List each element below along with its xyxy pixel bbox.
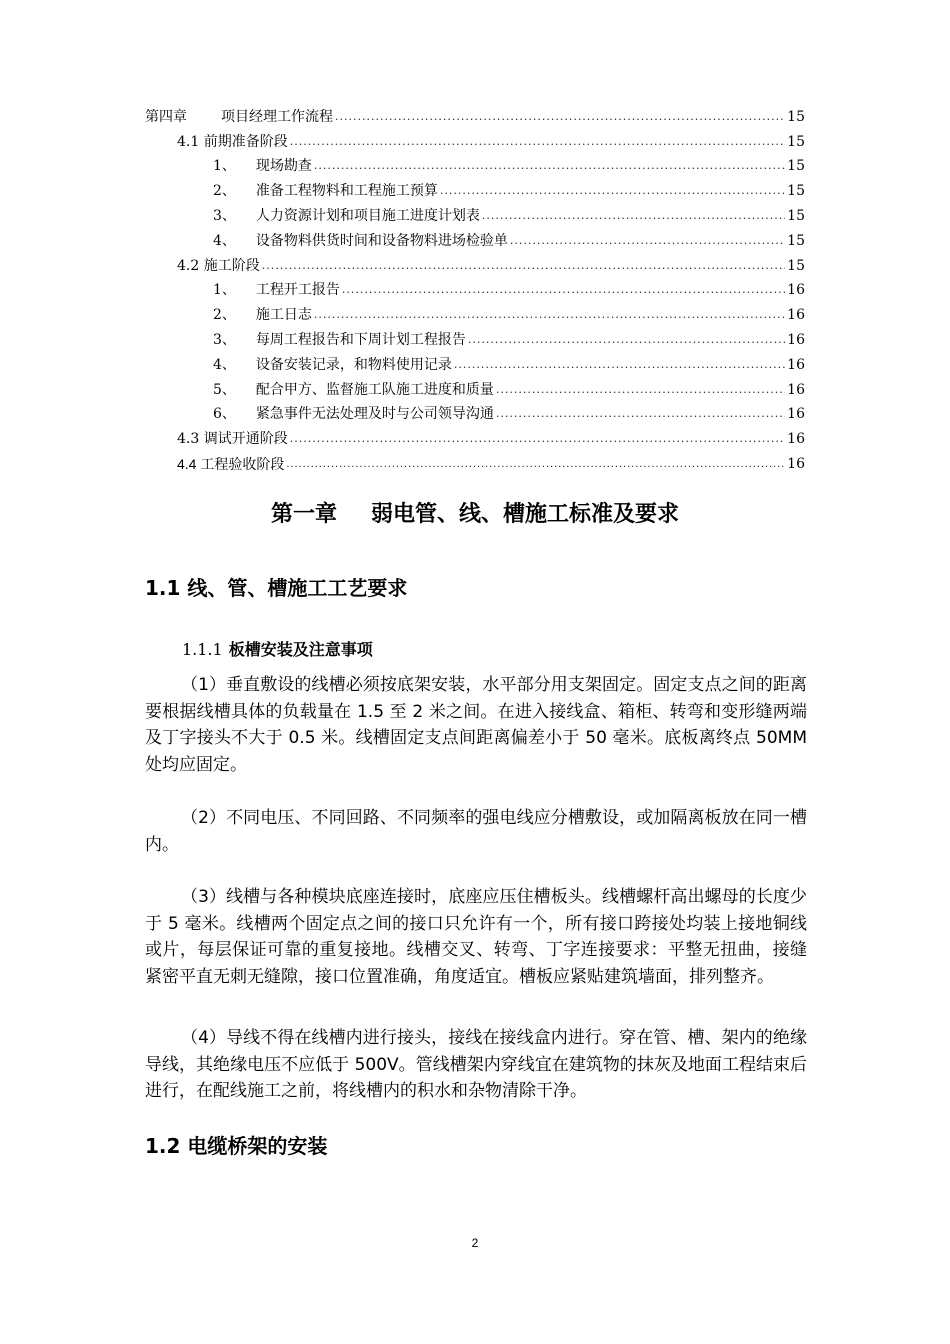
toc-entry[interactable] <box>145 200 805 225</box>
toc-leader-dots <box>286 457 785 473</box>
toc-page-number: 15 <box>787 108 805 125</box>
toc-page-number: 15 <box>787 232 805 249</box>
chapter-title: 弱电管、线、槽施工标准及要求 <box>371 502 680 527</box>
toc-entry[interactable] <box>145 101 805 126</box>
toc-leader-dots <box>440 184 785 200</box>
toc-entry-label: 4、 设备安装记录，和物料使用记录 <box>213 356 452 373</box>
toc-entry[interactable] <box>145 225 805 250</box>
page-number: 2 <box>471 1236 479 1250</box>
toc-leader-dots <box>454 358 785 374</box>
toc-page-number: 16 <box>787 356 805 373</box>
subsection-number: 1.1.1 <box>182 640 223 659</box>
toc-entry-label: 2、 准备工程物料和工程施工预算 <box>213 183 438 200</box>
toc-leader-dots <box>342 283 785 299</box>
toc-entry[interactable] <box>145 349 805 374</box>
toc-entry-label: 5、 配合甲方、监督施工队施工进度和质量 <box>213 381 494 398</box>
toc-leader-dots <box>496 407 785 423</box>
section-heading-1-1: 1.1 线、管、槽施工工艺要求 <box>145 576 408 600</box>
toc-entry-label: 3、 每周工程报告和下周计划工程报告 <box>213 331 466 348</box>
table-of-contents <box>145 101 805 473</box>
toc-leader-dots <box>290 135 785 151</box>
toc-leader-dots <box>510 234 785 250</box>
toc-leader-dots <box>314 308 785 324</box>
toc-page-number: 16 <box>787 307 805 324</box>
toc-entry[interactable] <box>145 448 805 473</box>
toc-entry-label: 4.2 施工阶段 <box>177 257 260 274</box>
toc-leader-dots <box>314 159 785 175</box>
toc-page-number: 15 <box>787 133 805 150</box>
toc-page-number: 16 <box>787 406 805 423</box>
toc-entry-label: 第四章 项目经理工作流程 <box>145 108 333 125</box>
section-heading-1-2: 1.2 电缆桥架的安装 <box>145 1134 328 1158</box>
toc-leader-dots <box>335 110 785 126</box>
toc-entry[interactable] <box>145 324 805 349</box>
body-paragraph: （1）垂直敷设的线槽必须按底架安装，水平部分用支架固定。固定支点之间的距离要根据线槽具体的负载量在 1.5 至 2 米之间。在进入接线盒、箱柜、转弯和变形缝两端及丁字接头不大于 0.5 米。线槽固定支点间距离偏差小于 50 毫米。底板离终点 50MM 处均应固定。 <box>145 675 807 775</box>
chapter-number: 第一章 <box>270 502 337 527</box>
toc-entry[interactable] <box>145 175 805 200</box>
toc-entry[interactable] <box>145 299 805 324</box>
toc-page-number: 16 <box>787 455 805 472</box>
body-paragraph: （2）不同电压、不同回路、不同频率的强电线应分槽敷设，或加隔离板放在同一槽内。 <box>145 808 807 855</box>
body-paragraph: （3）线槽与各种模块底座连接时，底座应压住槽板头。线槽螺杆高出螺母的长度少于 5 毫米。线槽两个固定点之间的接口只允许有一个，所有接口跨接处均装上接地铜线或片，每层保证可靠的重复接地。线槽交叉、转弯、丁字连接要求：平整无扭曲，接缝紧密平直无刺无缝隙，接口位置准确，角度适宜。槽板应紧贴建筑墙面，排列整齐。 <box>145 887 807 987</box>
toc-leader-dots <box>262 259 785 275</box>
subsection-heading <box>182 638 373 662</box>
toc-entry[interactable] <box>145 151 805 176</box>
toc-entry-label: 4.1 前期准备阶段 <box>177 133 288 150</box>
toc-entry-label: 4.4 工程验收阶段 <box>177 455 285 472</box>
toc-page-number: 15 <box>787 158 805 175</box>
toc-entry[interactable] <box>145 275 805 300</box>
toc-entry-label: 1、 现场勘查 <box>213 158 312 175</box>
body-paragraph: （4）导线不得在线槽内进行接头，接线在接线盒内进行。穿在管、槽、架内的绝缘导线，其绝缘电压不应低于 500V。管线槽架内穿线宜在建筑物的抹灰及地面工程结束后进行，在配线施工之前，将线槽内的积水和杂物清除干净。 <box>145 1028 807 1101</box>
toc-leader-dots <box>290 432 785 448</box>
toc-page-number: 16 <box>787 331 805 348</box>
toc-entry-label: 6、 紧急事件无法处理及时与公司领导沟通 <box>213 406 494 423</box>
toc-entry-label: 2、 施工日志 <box>213 307 312 324</box>
toc-leader-dots <box>482 209 785 225</box>
toc-leader-dots <box>496 383 785 399</box>
toc-page-number: 15 <box>787 257 805 274</box>
toc-entry[interactable] <box>145 423 805 448</box>
toc-entry[interactable] <box>145 374 805 399</box>
toc-entry[interactable] <box>145 126 805 151</box>
toc-entry-label: 1、 工程开工报告 <box>213 282 340 299</box>
toc-leader-dots <box>468 333 785 349</box>
toc-entry-label: 4、 设备物料供货时间和设备物料进场检验单 <box>213 232 508 249</box>
toc-page-number: 16 <box>787 381 805 398</box>
toc-entry-label: 3、 人力资源计划和项目施工进度计划表 <box>213 207 480 224</box>
toc-page-number: 16 <box>787 282 805 299</box>
toc-entry-label: 4.3 调试开通阶段 <box>177 431 288 448</box>
toc-page-number: 16 <box>787 431 805 448</box>
subsection-title: 板槽安装及注意事项 <box>228 640 373 659</box>
toc-entry[interactable] <box>145 250 805 275</box>
toc-page-number: 15 <box>787 207 805 224</box>
toc-entry[interactable] <box>145 399 805 424</box>
toc-page-number: 15 <box>787 183 805 200</box>
chapter-heading <box>0 500 950 530</box>
